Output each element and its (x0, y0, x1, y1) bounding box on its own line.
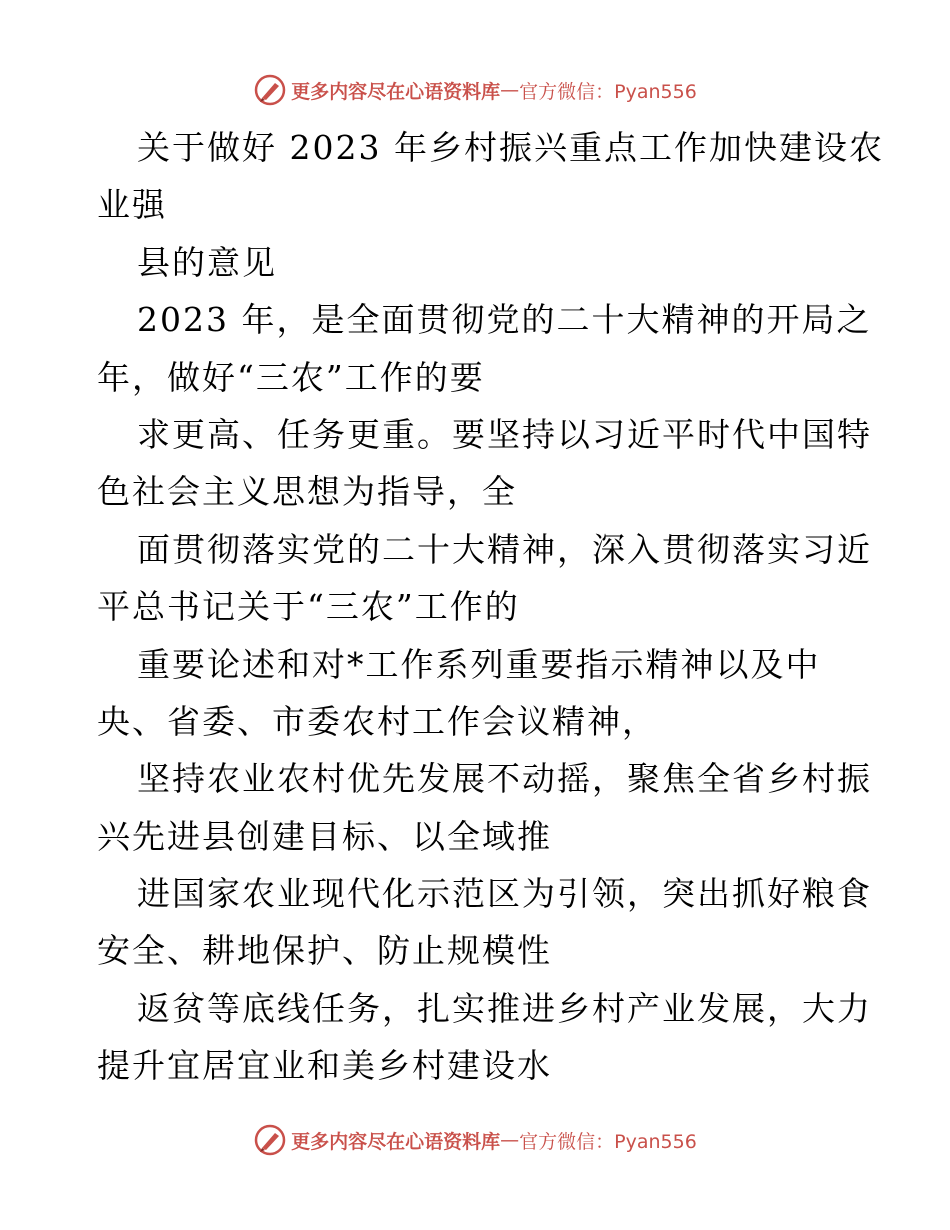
text-line: 关于做好 2023 年乡村振兴重点工作加快建设农 (137, 128, 884, 167)
pen-logo-icon (253, 73, 287, 107)
text-line: 兴先进县创建目标、以全域推 (97, 816, 552, 856)
text-line: 坚持农业农村优先发展不动摇，聚焦全省乡村振 (137, 759, 872, 799)
text-line: 重要论述和对*工作系列重要指示精神以及中 (137, 644, 821, 684)
text-line: 2023 年，是全面贯彻党的二十大精神的开局之 (137, 300, 872, 340)
watermark-separator: — (500, 79, 520, 101)
watermark-wechat: 官方微信：Pyan556 (519, 1130, 697, 1153)
text-line: 求更高、任务更重。要坚持以习近平时代中国特 (137, 414, 872, 454)
watermark-text: 更多内容尽在心语资料库 (291, 1130, 501, 1153)
text-line: 平总书记关于“三农”工作的 (97, 587, 520, 627)
watermark-separator: — (500, 1129, 520, 1151)
text-line: 进国家农业现代化示范区为引领，突出抓好粮食 (137, 874, 872, 914)
pen-logo-icon (253, 1123, 287, 1157)
document-body (97, 119, 884, 1095)
text-line: 返贫等底线任务，扎实推进乡村产业发展，大力 (137, 988, 872, 1028)
footer-watermark (0, 1120, 950, 1160)
text-line: 县的意见 (137, 242, 277, 282)
header-watermark (0, 70, 950, 110)
text-line: 色社会主义思想为指导，全 (97, 472, 517, 512)
text-line: 业强 (97, 185, 167, 225)
text-line: 提升宜居宜业和美乡村建设水 (97, 1046, 552, 1086)
text-line: 面贯彻落实党的二十大精神，深入贯彻落实习近 (137, 529, 872, 569)
text-line: 年，做好“三农”工作的要 (97, 357, 485, 397)
watermark-wechat: 官方微信：Pyan556 (519, 80, 697, 103)
watermark-text: 更多内容尽在心语资料库 (291, 80, 501, 103)
text-line: 安全、耕地保护、防止规模性 (97, 931, 552, 971)
text-line: 央、省委、市委农村工作会议精神， (97, 701, 657, 741)
